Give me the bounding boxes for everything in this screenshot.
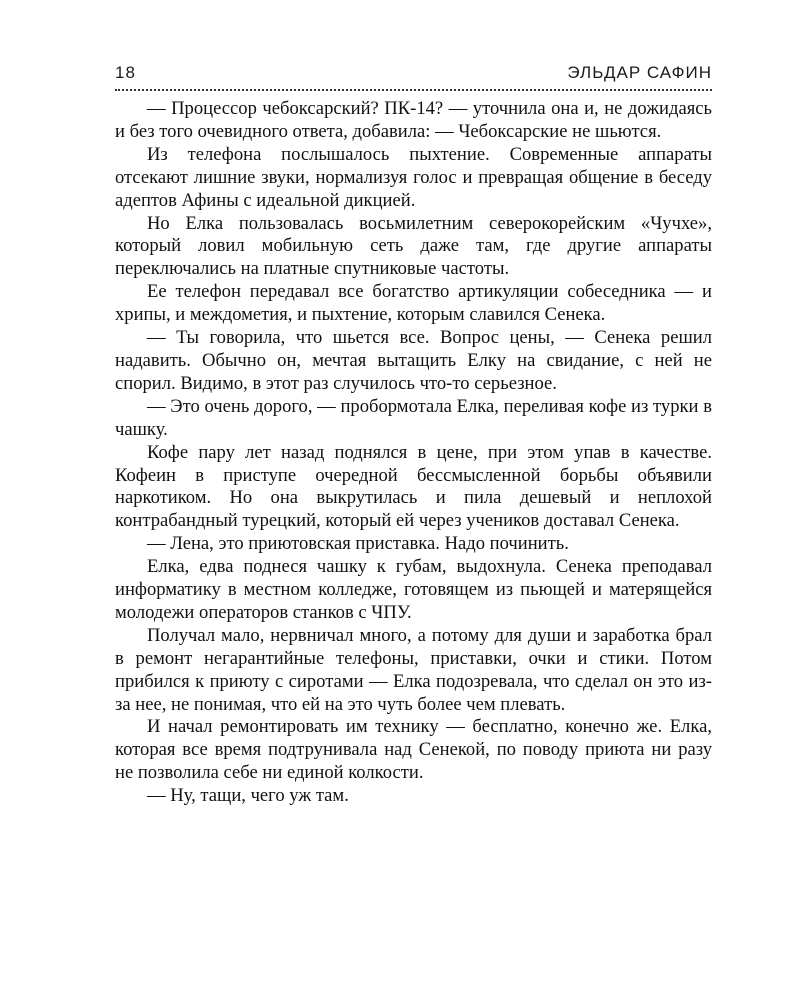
paragraph: Но Елка пользовалась восьмилетним северокорейским «Чучхе», который ловил мобильную сеть даже там, где другие аппараты переключались на платные спутниковые частоты. [115,212,712,280]
paragraph: — Это очень дорого, — пробормотала Елка, переливая кофе из турки в чашку. [115,395,712,440]
paragraph: — Процессор чебоксарский? ПК-14? — уточнила она и, не дожидаясь и без того очевидного ответа, добавила: — Чебоксарские не шьются. [115,98,712,142]
body-text [115,98,712,808]
paragraph: И начал ремонтировать им технику — бесплатно, конечно же. Елка, которая все время подтрунивала над Сенекой, по поводу приюта ни разу не позволила себе ни единой колкости. [115,716,712,784]
paragraph: — Ну, тащи, чего уж там. [147,785,349,807]
paragraph: Кофе пару лет назад поднялся в цене, при этом упав в качестве. Кофеин в приступе очередной бессмысленной борьбы объявили наркотиком. Но она выкрутилась и пила дешевый и неплохой контрабандный турецкий, который ей через учеников доставал Сенека. [115,441,712,532]
paragraph: Елка, едва поднеся чашку к губам, выдохнула. Сенека преподавал информатику в местном колледже, готовящем из пьющей и матерящейся молодежи операторов станков с ЧПУ. [115,556,712,623]
paragraph: — Ты говорила, что шьется все. Вопрос цены, — Сенека решил надавить. Обычно он, мечтая вытащить Елку на свидание, с ней не спорил. Видимо, в этот раз случилось что-то серьезное. [115,327,712,394]
paragraph: — Лена, это приютовская приставка. Надо починить. [147,533,569,555]
page-header [115,63,712,85]
paragraph: Ее телефон передавал все богатство артикуляции собеседника — и хрипы, и междометия, и пыхтение, которым славился Сенека. [115,281,712,326]
running-head-author: ЭЛЬДАР САФИН [567,63,712,82]
header-dotted-rule [115,89,712,91]
paragraph: Из телефона послышалось пыхтение. Современные аппараты отсекают лишние звуки, нормализуя голос и превращая общение в беседу адептов Афины с идеальной дикцией. [115,143,712,211]
paragraph: Получал мало, нервничал много, а потому для души и заработка брал в ремонт негарантийные телефоны, приставки, очки и стики. Потом прибился к приюту с сиротами — Елка подозревала, что сделал он это из-за нее, не понимая, что ей на это чуть более чем плевать. [115,624,712,715]
page-number: 18 [115,63,136,82]
